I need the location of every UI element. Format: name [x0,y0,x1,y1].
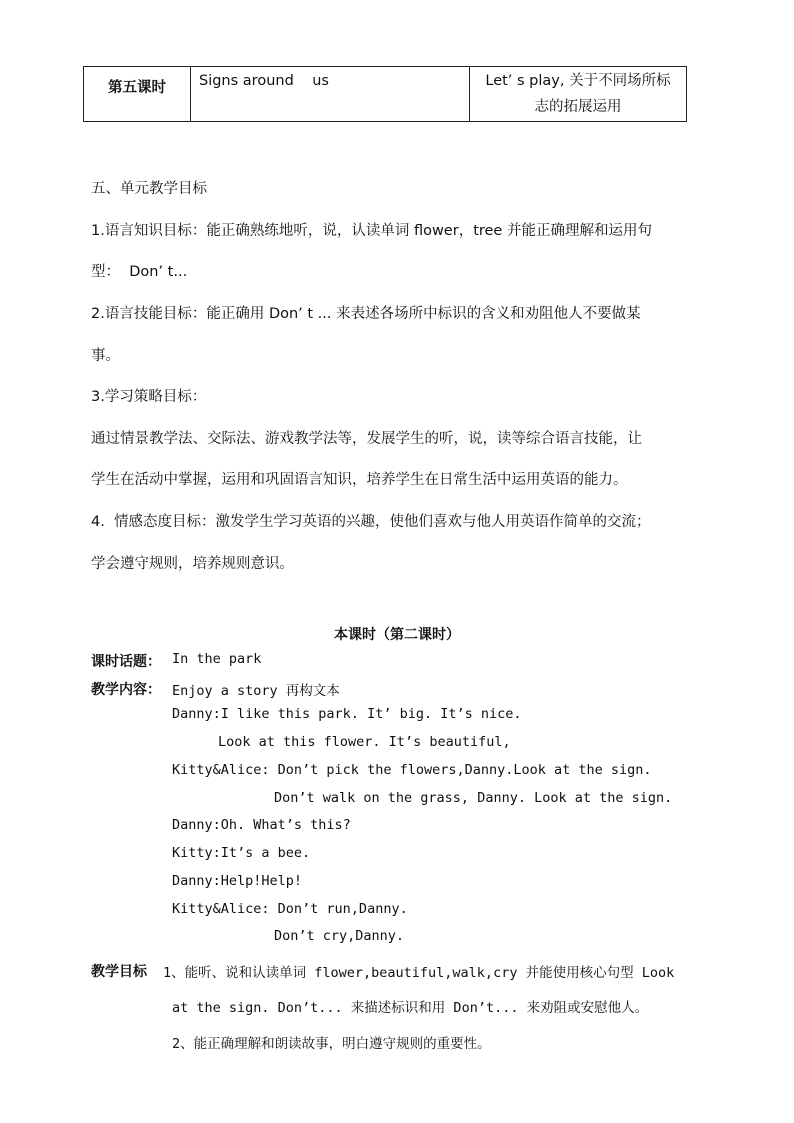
story-line: Don’t walk on the grass, Danny. Look at the sign. [274,790,673,806]
topic-label: 课时话题： [91,654,161,670]
table-row [84,67,687,122]
story-line: Don’t cry,Danny. [274,928,405,944]
goal3-line2: 学生在活动中掌握，运用和巩固语言知识，培养学生在日常生活中运用英语的能力。 [91,472,628,488]
topic-value: In the park [172,651,262,667]
lesson-topic-cell: Signs around us [191,67,470,122]
story-line: Look at this flower. It’s beautiful, [218,734,511,750]
story-line: Kitty:It’s a bee. [172,845,311,861]
lesson-note-cell [470,67,687,122]
lesson-title: 本课时（第二课时） [334,627,460,643]
lesson-table [83,66,687,122]
story-line: Danny:Oh. What’s this? [172,817,351,833]
story-line: Danny:Help!Help! [172,873,303,889]
goal3-heading: 3.学习策略目标： [91,389,207,405]
goal3-line1: 通过情景教学法、交际法、游戏教学法等，发展学生的听，说，读等综合语言技能，让 [91,431,642,447]
note-line-2: 志的拓展运用 [534,99,622,115]
content-value: Enjoy a story 再构文本 [172,683,340,699]
goal1-line1: 1.语言知识目标：能正确熟练地听，说，认读单词 flower，tree 并能正确理解和运用句 [91,223,652,239]
goal2-line1: 2.语言技能目标：能正确用 Don’ t ... 来表述各场所中标识的含义和劝阻他人不要做某 [91,306,641,322]
story-line: Danny:I like this park. It’ big. It’s nice. [172,706,522,722]
lesson-goal1-line1: 1、能听、说和认读单词 flower,beautiful,walk,cry 并能使用核心句型 Look [163,965,675,981]
story-line: Kitty&Alice: Don’t run,Danny. [172,901,408,917]
unit-goals-heading: 五、单元教学目标 [91,181,207,197]
goal2-line2: 事。 [91,348,120,364]
content-label: 教学内容： [91,682,161,698]
goal1-line2: 型： Don’ t... [91,264,188,280]
lesson-label-cell: 第五课时 [84,67,191,122]
note-line-1: Let’ s play, 关于不同场所标 [485,73,671,89]
lesson-goal1-line2: at the sign. Don’t... 来描述标识和用 Don’t... 来劝阻或安慰他人。 [172,1000,649,1016]
goal4-line1: 4. 情感态度目标：激发学生学习英语的兴趣，使他们喜欢与他人用英语作简单的交流； [91,514,651,530]
story-line: Kitty&Alice: Don’t pick the flowers,Danny.Look at the sign. [172,762,652,778]
goal4-line2: 学会遵守规则，培养规则意识。 [91,556,294,572]
goals-label: 教学目标 [91,964,147,980]
lesson-goal2: 2、能正确理解和朗读故事，明白遵守规则的重要性。 [172,1036,491,1052]
